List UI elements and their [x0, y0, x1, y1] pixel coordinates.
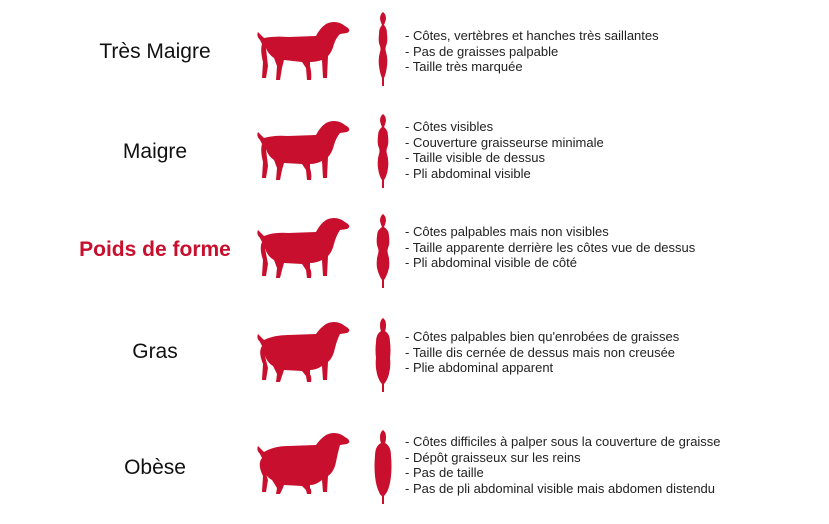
description-item: - Pli abdominal visible: [405, 166, 604, 182]
description-item: - Côtes visibles: [405, 119, 604, 135]
description-item: - Taille apparente derrière les côtes vue de dessus: [405, 240, 695, 256]
description-item: - Pas de pli abdominal visible mais abdomen distendu: [405, 481, 721, 497]
category-row-poids-de-forme: [0, 210, 829, 310]
description-item: - Pli abdominal visible de côté: [405, 255, 695, 271]
category-description-list: [405, 224, 695, 271]
category-label-highlighted: Poids de forme: [79, 238, 231, 261]
category-row-obese: [0, 420, 829, 520]
dog-top-view-icon: [372, 12, 394, 86]
dog-side-silhouette-icon: [254, 432, 354, 502]
category-label: Très Maigre: [99, 40, 211, 63]
description-item: - Couverture graisseurse minimale: [405, 135, 604, 151]
category-description-list: [405, 119, 604, 181]
dog-top-view-icon: [372, 318, 394, 392]
description-item: - Plie abdominal apparent: [405, 360, 679, 376]
category-label: Gras: [132, 340, 178, 363]
category-label: Maigre: [122, 140, 188, 163]
category-description-list: [405, 329, 679, 376]
description-item: - Côtes palpables mais non visibles: [405, 224, 695, 240]
description-item: - Côtes palpables bien qu'enrobées de graisses: [405, 329, 679, 345]
description-item: - Côtes difficiles à palper sous la couverture de graisse: [405, 434, 721, 450]
category-row-maigre: [0, 108, 829, 208]
description-item: - Pas de graisses palpable: [405, 44, 659, 60]
dog-top-view-icon: [372, 430, 394, 504]
dog-side-silhouette-icon: [254, 18, 354, 88]
description-item: - Taille visible de dessus: [405, 150, 604, 166]
description-item: - Côtes, vertèbres et hanches très saillantes: [405, 28, 659, 44]
description-item: - Taille dis cernée de dessus mais non creusée: [405, 345, 679, 361]
category-row-tres-maigre: [0, 10, 829, 110]
dog-side-silhouette-icon: [254, 118, 354, 188]
dog-top-view-icon: [372, 114, 394, 188]
dog-side-silhouette-icon: [254, 320, 354, 390]
category-label: Obèse: [124, 456, 186, 479]
category-row-gras: [0, 310, 829, 410]
category-description-list: [405, 434, 721, 496]
category-description-list: [405, 28, 659, 75]
description-item: - Pas de taille: [405, 465, 721, 481]
dog-top-view-icon: [372, 214, 394, 288]
dog-side-silhouette-icon: [254, 216, 354, 286]
description-item: - Dépôt graisseux sur les reins: [405, 450, 721, 466]
description-item: - Taille très marquée: [405, 59, 659, 75]
